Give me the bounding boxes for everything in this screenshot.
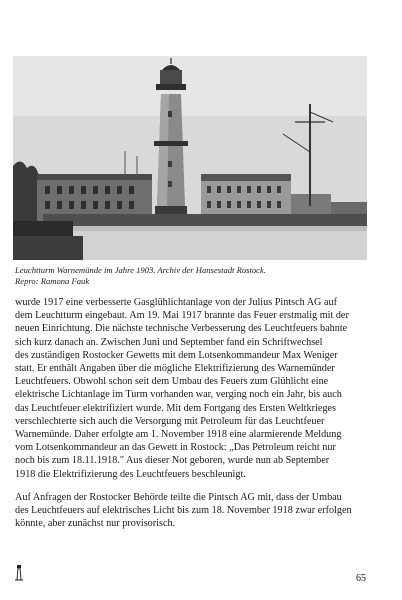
caption-credit: Repro: Ramona Fauk xyxy=(15,276,90,286)
text-line: statt. Er enthält Angaben über die mögliche Elektrifizierung des Warnemünder xyxy=(15,363,335,375)
text-line: das Leuchtfeuer elektrifiziert wurde. Mit dem Fortgang des Ersten Weltkrieges xyxy=(15,402,336,414)
text-line: des Leuchtfeuers auf elektrisches Licht bis zum 18. November 1918 zwar erfolgen xyxy=(15,505,352,517)
text-line: wurde 1917 eine verbesserte Gasglühlichtanlage von der Julius Pintsch AG auf xyxy=(15,297,337,308)
text-line: verschlechterte sich auch die Versorgung mit Petroleum für das Leuchtfeuer xyxy=(15,415,325,427)
lighthouse-photo-drawing xyxy=(13,56,367,260)
text-line: elektrische Lichtanlage im Turm vorhanden war, verging noch ein Jahr, bis auch xyxy=(15,389,342,401)
text-line: des zuständigen Rostocker Gewetts mit dem Lotsenkommandeur Max Weniger xyxy=(15,349,338,361)
text-line: vom Lotsenkommandeur an das Gewett in Rostock: „Das Petroleum reicht nur xyxy=(15,442,336,454)
text-line: noch bis zum 18.11.1918." Aus dieser Not geboren, wurde nun ab September xyxy=(15,455,330,467)
caption-line: Leuchtturm Warnemünde im Jahre 1903. Archiv der Hansestadt Rostock. xyxy=(15,265,266,275)
text-line: Leuchtfeuers. Obwohl schon seit dem Umbau des Feuers zum Glühlicht eine xyxy=(15,376,329,388)
paragraph xyxy=(15,491,375,531)
body-text xyxy=(15,296,375,540)
text-line: sich kurz danach an. Zwischen Juni und September fand ein Schriftwechsel xyxy=(15,336,323,348)
text-line: 1918 die Elektrifizierung des Leuchtfeuers beschleunigt. xyxy=(15,468,246,480)
page-number: 65 xyxy=(356,573,366,584)
text-line: Warnemünde. Daher erfolgte am 1. November 1918 eine alarmierende Meldung xyxy=(15,429,342,441)
photo-caption xyxy=(15,265,375,287)
text-line: Auf Anfragen der Rostocker Behörde teilte die Pintsch AG mit, dass der Umbau xyxy=(15,491,342,503)
text-line: dem Leuchtturm eingebaut. Am 19. Mai 1917 brannte das Feuer erstmalig mit der xyxy=(15,310,349,322)
lighthouse-logo-icon xyxy=(14,563,24,581)
text-line: könnte, aber zunächst nur provisorisch. xyxy=(15,518,176,530)
paragraph xyxy=(15,296,375,481)
lighthouse-photo xyxy=(13,56,367,260)
text-line: neuen Einrichtung. Die nächste technische Verbesserung des Leuchtfeuers bahnte xyxy=(15,323,348,335)
